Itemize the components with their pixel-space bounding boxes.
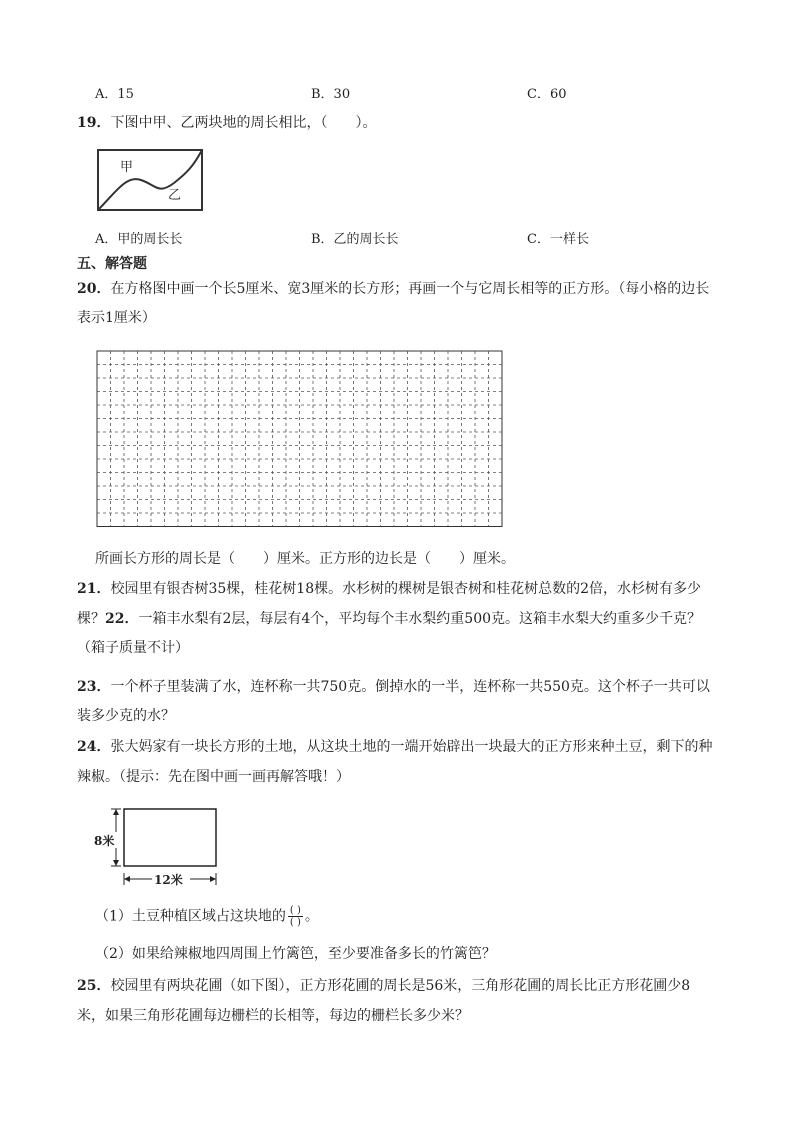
q25-number: 25． [77,978,111,994]
q24-line2: 辣椒。（提示：先在图中画一画再解答哦！） [77,769,350,785]
q23-number: 23． [77,679,111,695]
q24-figure [92,805,232,887]
q18-option-b: B．30 [311,87,351,102]
q19-figure [96,147,206,213]
q21-q22-line [77,609,701,629]
q18-option-c: C．60 [527,87,567,102]
q23-text: 一个杯子里装满了水，连杯称一共750克。倒掉水的一半，连杯称一共550克。这个杯子一共可以 [110,679,710,695]
q22-text: 一箱丰水梨有2层，每层有4个，平均每个丰水梨约重500克。这箱丰水梨大约重多少千克？ [138,611,702,627]
q22-number: 22． [105,611,139,627]
q20-answer: 所画长方形的周长是（ ）厘米。正方形的边长是（ ）厘米。 [95,551,515,567]
q22-line2: （箱子质量不计） [77,640,189,656]
q19-option-a: A．甲的周长长 [95,232,183,247]
q19-option-c: C．一样长 [527,232,589,247]
q25-text: 校园里有两块花圃（如下图），正方形花圃的周长是56米，三角形花圃的周长比正方形花圃少8 [110,978,691,994]
q24-sub1-prefix: （1）土豆种植区域占这块地的 [95,908,286,925]
q19-text: 下图中甲、乙两块地的周长相比，（ ）。 [110,115,377,131]
q21-text: 校园里有银杏树35棵，桂花树18棵。水杉树的棵树是银杏树和桂花树总数的2倍，水杉树有多少 [110,581,702,597]
q25-line1 [77,976,690,996]
section-title: 五、解答题 [77,256,147,272]
q24-width-label: 12米 [154,873,183,887]
q24-number: 24． [77,739,111,755]
fraction-blank[interactable] [288,905,303,928]
q19-option-b: B．乙的周长长 [311,232,399,247]
q24-sub2: （2）如果给辣椒地四周围上竹篱笆，至少要准备多长的竹篱笆？ [95,946,496,962]
q19-label-jia: 甲 [120,160,134,175]
q25-line2: 米，如果三角形花圃每边栅栏的长相等，每边的栅栏长多少米？ [77,1008,469,1024]
q21-line2: 棵？ [77,611,105,627]
q20-number: 20． [77,281,111,297]
q19-number: 19． [77,115,111,131]
q23-line2: 装多少克的水？ [77,708,175,724]
q23-line1 [77,677,710,697]
q19-label-yi: 乙 [168,188,182,203]
q19-question [77,113,376,133]
q24-sub1 [95,905,319,928]
q24-line1 [77,737,712,757]
fraction-numerator: ( ) [289,905,301,916]
q24-height-label: 8米 [94,834,115,848]
q20-line1 [77,279,709,299]
square-grid[interactable] [96,350,504,532]
q21-line1 [77,579,701,599]
q18-option-a: A．15 [95,87,134,102]
q24-text: 张大妈家有一块长方形的土地，从这块土地的一端开始辟出一块最大的正方形来种土豆，剩下的种 [110,739,713,755]
q24-sub1-suffix: 。 [304,908,319,925]
fraction-denominator: ( ) [289,917,301,928]
q20-text: 在方格图中画一个长5厘米、宽3厘米的长方形；再画一个与它周长相等的正方形。（每小格的边长 [110,281,710,297]
q21-number: 21． [77,581,111,597]
q20-line2: 表示1厘米） [77,310,156,326]
